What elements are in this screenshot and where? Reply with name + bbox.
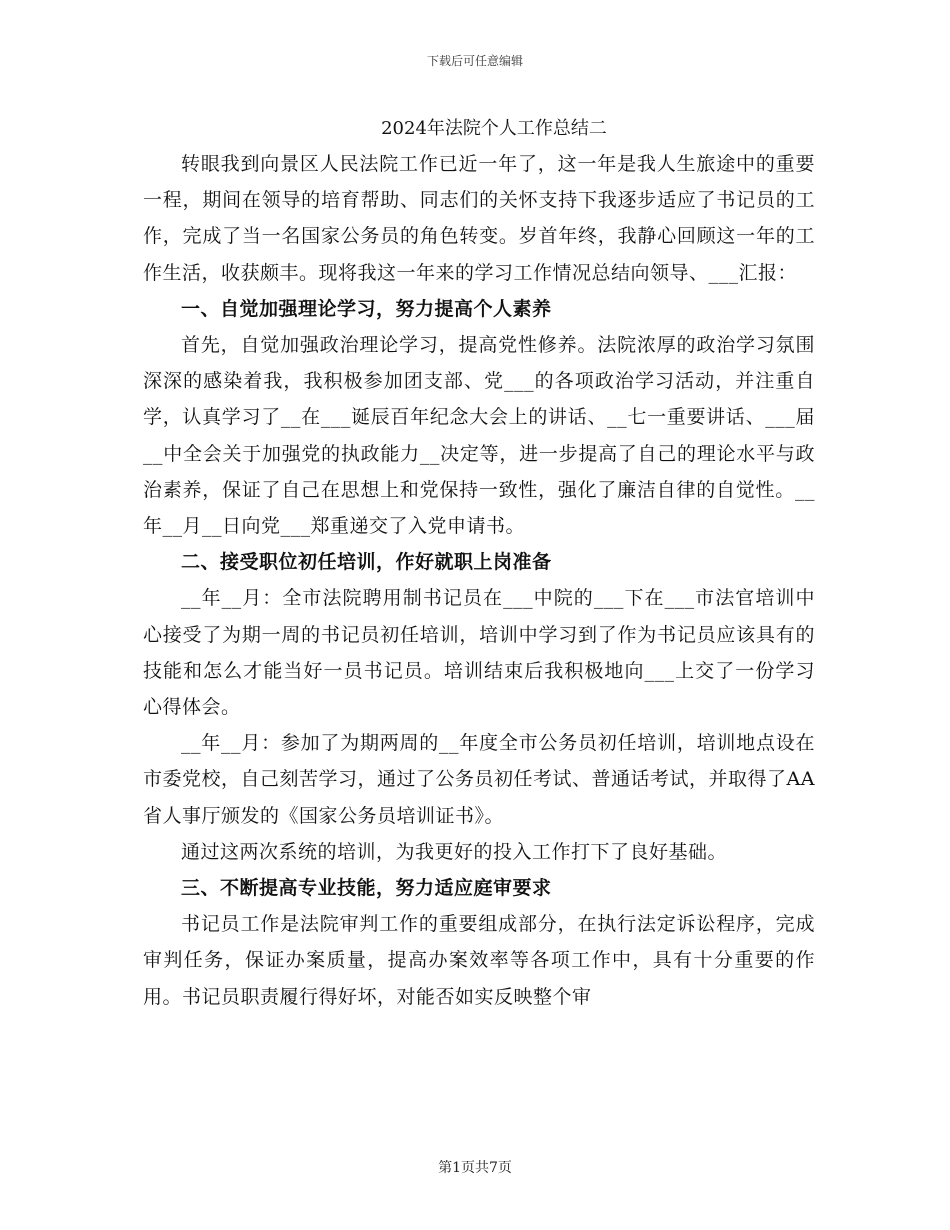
document-title: 2024年法院个人工作总结二 bbox=[381, 118, 607, 139]
paragraph-clerk-training: __年__月：全市法院聘用制书记员在___中院的___下在___市法官培训中心接受了为期一周的书记员初任培训，培训中学习到了作为书记员应该具有的技能和怎么才能当好一员书记员。培训结束后我积极地向___上交了一份学习心得体会。 bbox=[143, 587, 815, 719]
paragraph-theory-study: 首先，自觉加强政治理论学习，提高党性修养。法院浓厚的政治学习氛围深深的感染着我，我积极参加团支部、党___的各项政治学习活动，并注重自学，认真学习了__在___诞辰百年纪念大会上的讲话、__七一重要讲话、___届__中全会关于加强党的执政能力__决定等，进一步提高了自己的理论水平与政治素养，保证了自己在思想上和党保持一致性，强化了廉洁自律的自觉性。__年__月__日向党___郑重递交了入党申请书。 bbox=[143, 334, 815, 538]
paragraph-clerk-role: 书记员工作是法院审判工作的重要组成部分，在执行法定诉讼程序，完成审判任务，保证办案质量，提高办案效率等各项工作中，具有十分重要的作用。书记员职责履行得好坏，对能否如实反映整个审 bbox=[143, 913, 815, 1008]
paragraph-intro: 转眼我到向景区人民法院工作已近一年了，这一年是我人生旅途中的重要一程，期间在领导的培育帮助、同志们的关怀支持下我逐步适应了书记员的工作，完成了当一名国家公务员的角色转变。岁首年终，我静心回顾这一年的工作生活，收获颇丰。现将我这一年来的学习工作情况总结向领导、___汇报： bbox=[143, 153, 815, 284]
section-heading-3: 三、不断提高专业技能，努力适应庭审要求 bbox=[181, 877, 552, 900]
paragraph-training-summary: 通过这两次系统的培训，为我更好的投入工作打下了良好基础。 bbox=[181, 840, 728, 863]
page-header: 下载后可任意编辑 bbox=[426, 54, 523, 68]
document-body bbox=[143, 112, 815, 1015]
paragraph-civil-servant-training: __年__月：参加了为期两周的__年度全市公务员初任培训，培训地点设在市委党校，自己刻苦学习，通过了公务员初任考试、普通话考试，并取得了AA省人事厅颁发的《国家公务员培训证书》。 bbox=[143, 732, 815, 827]
page-footer: 第1页共7页 bbox=[438, 1160, 512, 1176]
section-heading-1: 一、自觉加强理论学习，努力提高个人素养 bbox=[181, 297, 552, 320]
section-heading-2: 二、接受职位初任培训，作好就职上岗准备 bbox=[181, 551, 552, 574]
